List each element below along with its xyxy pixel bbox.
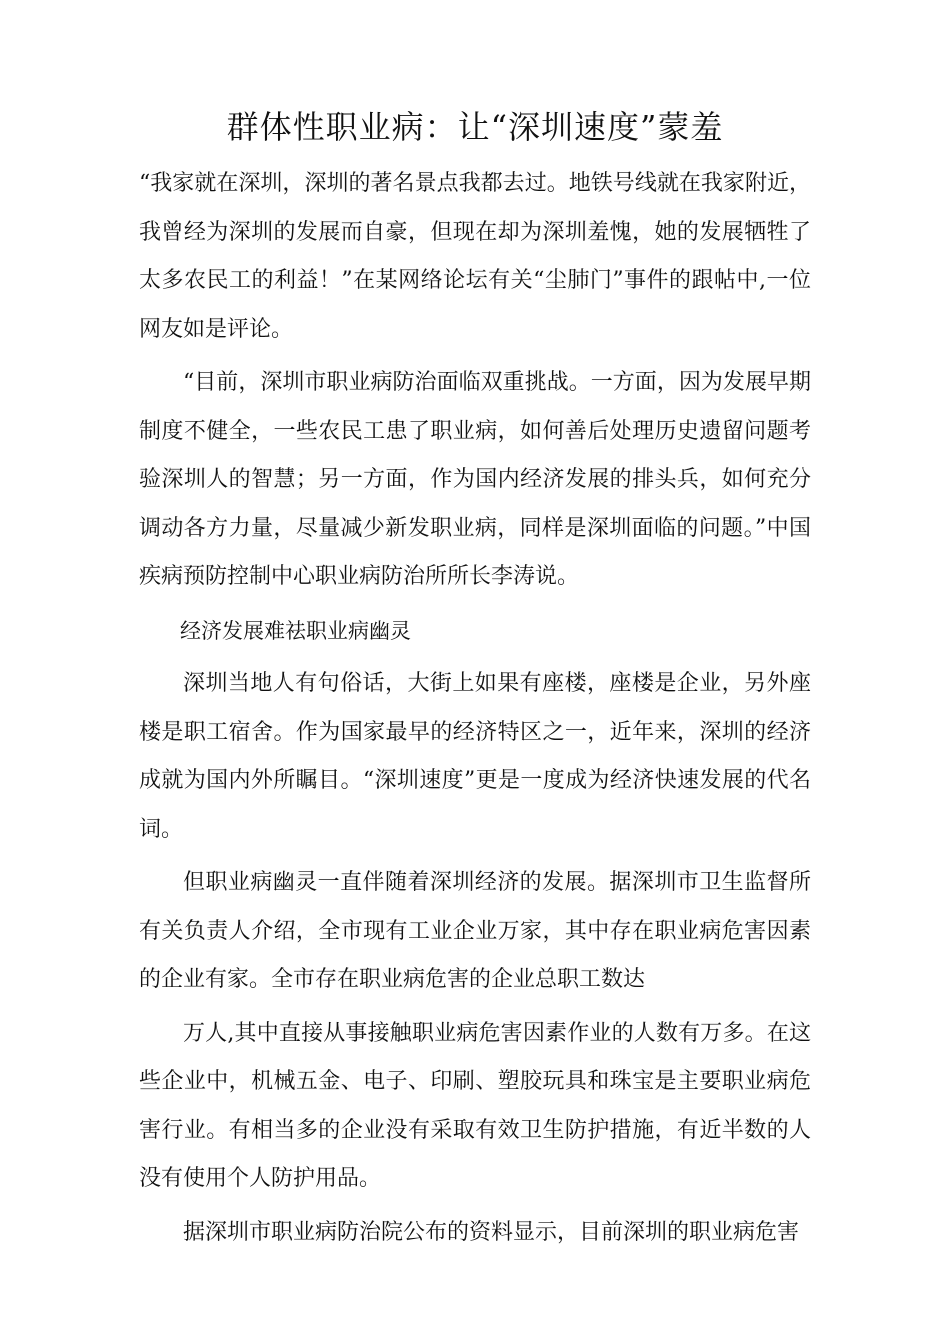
document-title: 群体性职业病：让“深圳速度”蒙羞 xyxy=(226,108,724,146)
paragraph-occupational-disease: 但职业病幽灵一直伴随着深圳经济的发展。据深圳市卫生监督所有关负责人介绍，全市现有工业企业万家，其中存在职业病危害因素的企业有家。全市存在职业病危害的企业总职工数达 xyxy=(139,870,811,992)
section-subheading: 经济发展难祛职业病幽灵 xyxy=(180,618,411,643)
paragraph-forum-quote: “我家就在深圳，深圳的著名景点我都去过。地铁号线就在我家附近，我曾经为深圳的发展而自豪，但现在却为深圳羞愧，她的发展牺牲了太多农民工的利益！”在某网络论坛有关“尘肺门”事件的跟帖中,一位网友如是评论。 xyxy=(139,171,811,342)
document-body xyxy=(139,160,811,1262)
paragraph-shenzhen-speed: 深圳当地人有句俗话，大街上如果有座楼，座楼是企业，另外座楼是职工宿舍。作为国家最早的经济特区之一，近年来，深圳的经济成就为国内外所瞩目。“深圳速度”更是一度成为经济快速发展的代名词。 xyxy=(139,671,811,842)
paragraph-expert-quote: “目前，深圳市职业病防治面临双重挑战。一方面，因为发展早期制度不健全，一些农民工患了职业病，如何善后处理历史遗留问题考验深圳人的智慧；另一方面，作为国内经济发展的排头兵，如何充分调动各方力量，尽量减少新发职业病，同样是深圳面临的问题。”中国疾病预防控制中心职业病防治所所长李涛说。 xyxy=(139,370,811,589)
paragraph-industries: 万人,其中直接从事接触职业病危害因素作业的人数有万多。在这些企业中，机械五金、电子、印刷、塑胶玩具和珠宝是主要职业病危害行业。有相当多的企业没有采取有效卫生防护措施，有近半数的人没有使用个人防护用品。 xyxy=(139,1020,811,1191)
paragraph-statistics: 据深圳市职业病防治院公布的资料显示，目前深圳的职业病危害 xyxy=(183,1219,800,1245)
